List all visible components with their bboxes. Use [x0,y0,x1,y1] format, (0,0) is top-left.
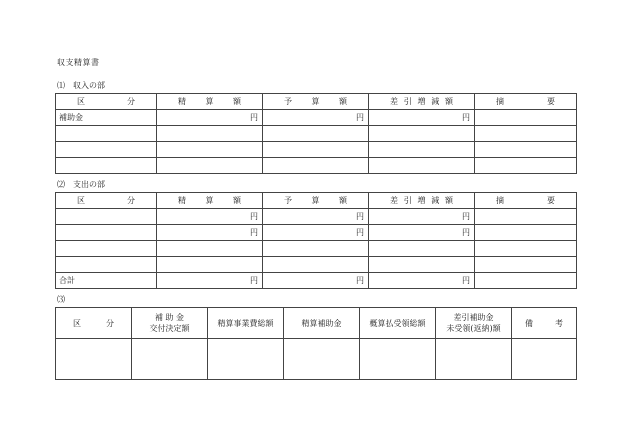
expense-diff-cell[interactable] [369,241,475,257]
header-settled: 精 算 額 [157,193,263,209]
expense-settled-cell[interactable]: 円 [157,209,263,225]
section3-number: ⑶ [57,295,65,304]
header-settled: 精 算 額 [157,94,263,110]
income-header-row [56,94,577,110]
expense-diff-cell[interactable] [369,257,475,273]
income-budget-cell[interactable]: 円 [263,110,369,126]
header-settled-grant: 精算補助金 [284,308,360,339]
expense-table [55,192,577,289]
expense-budget-cell[interactable]: 円 [263,209,369,225]
income-category-cell[interactable] [56,158,157,174]
table-row [56,142,577,158]
settlement-category-cell[interactable] [56,339,132,380]
income-budget-cell[interactable] [263,126,369,142]
expense-remarks-cell[interactable] [475,273,577,289]
income-section-heading [57,80,105,91]
expense-category-cell[interactable] [56,241,157,257]
header-grant-decision: 補 助 金 交付決定額 [132,308,208,339]
header-budget: 予 算 額 [263,193,369,209]
expense-section-label: 支出の部 [73,180,105,189]
expense-category-cell[interactable] [56,257,157,273]
table-row [56,241,577,257]
expense-remarks-cell[interactable] [475,225,577,241]
expense-diff-cell[interactable]: 円 [369,209,475,225]
expense-budget-cell[interactable] [263,257,369,273]
expense-diff-cell[interactable]: 円 [369,273,475,289]
expense-settled-cell[interactable]: 円 [157,225,263,241]
table-row [56,257,577,273]
income-settled-cell[interactable] [157,142,263,158]
income-category-cell[interactable]: 補助金 [56,110,157,126]
income-category-cell[interactable] [56,142,157,158]
expense-section-heading [57,179,105,190]
settlement-table [55,307,577,380]
income-remarks-cell[interactable] [475,126,577,142]
income-settled-cell[interactable]: 円 [157,110,263,126]
expense-budget-cell[interactable]: 円 [263,273,369,289]
header-remarks: 摘 要 [475,193,577,209]
settlement-notes-cell[interactable] [512,339,577,380]
income-category-cell[interactable] [56,126,157,142]
header-remarks: 摘 要 [475,94,577,110]
expense-settled-cell[interactable] [157,241,263,257]
settlement-difference-cell[interactable] [436,339,512,380]
settlement-settled-grant-cell[interactable] [284,339,360,380]
expense-budget-cell[interactable]: 円 [263,225,369,241]
table-row [56,339,577,380]
expense-settled-cell[interactable]: 円 [157,273,263,289]
header-diff: 差 引 増 減 額 [369,94,475,110]
income-remarks-cell[interactable] [475,110,577,126]
header-notes: 備 考 [512,308,577,339]
expense-category-cell[interactable] [56,209,157,225]
expense-settled-cell[interactable] [157,257,263,273]
header-category: 区 分 [56,308,132,339]
expense-category-cell[interactable]: 合計 [56,273,157,289]
header-budget: 予 算 額 [263,94,369,110]
income-settled-cell[interactable] [157,158,263,174]
settlement-header-row [56,308,577,339]
income-table [55,93,577,174]
income-diff-cell[interactable]: 円 [369,110,475,126]
income-settled-cell[interactable] [157,126,263,142]
expense-remarks-cell[interactable] [475,257,577,273]
table-row [56,110,577,126]
table-row [56,158,577,174]
settlement-grant-decision-cell[interactable] [132,339,208,380]
expense-section-number: ⑵ [57,180,65,189]
settlement-total-cost-cell[interactable] [208,339,284,380]
table-row [56,126,577,142]
expense-budget-cell[interactable] [263,241,369,257]
income-section-number: ⑴ [57,81,65,90]
header-diff: 差 引 増 減 額 [369,193,475,209]
income-budget-cell[interactable] [263,142,369,158]
header-total-project-cost: 精算事業費総額 [208,308,284,339]
table-row [56,225,577,241]
expense-header-row [56,193,577,209]
header-grant-difference: 差引補助金 未受領(返納)額 [436,308,512,339]
expense-remarks-cell[interactable] [475,209,577,225]
income-remarks-cell[interactable] [475,142,577,158]
settlement-advance-cell[interactable] [360,339,436,380]
header-advance-received: 概算払受領総額 [360,308,436,339]
income-diff-cell[interactable] [369,158,475,174]
table-row [56,209,577,225]
expense-diff-cell[interactable]: 円 [369,225,475,241]
header-category: 区 分 [56,94,157,110]
total-row [56,273,577,289]
document-title: 収支精算書 [57,58,100,67]
section3-heading [57,294,73,305]
income-diff-cell[interactable] [369,126,475,142]
income-section-label: 収入の部 [73,81,105,90]
expense-remarks-cell[interactable] [475,241,577,257]
header-category: 区 分 [56,193,157,209]
income-budget-cell[interactable] [263,158,369,174]
income-diff-cell[interactable] [369,142,475,158]
income-remarks-cell[interactable] [475,158,577,174]
expense-category-cell[interactable] [56,225,157,241]
